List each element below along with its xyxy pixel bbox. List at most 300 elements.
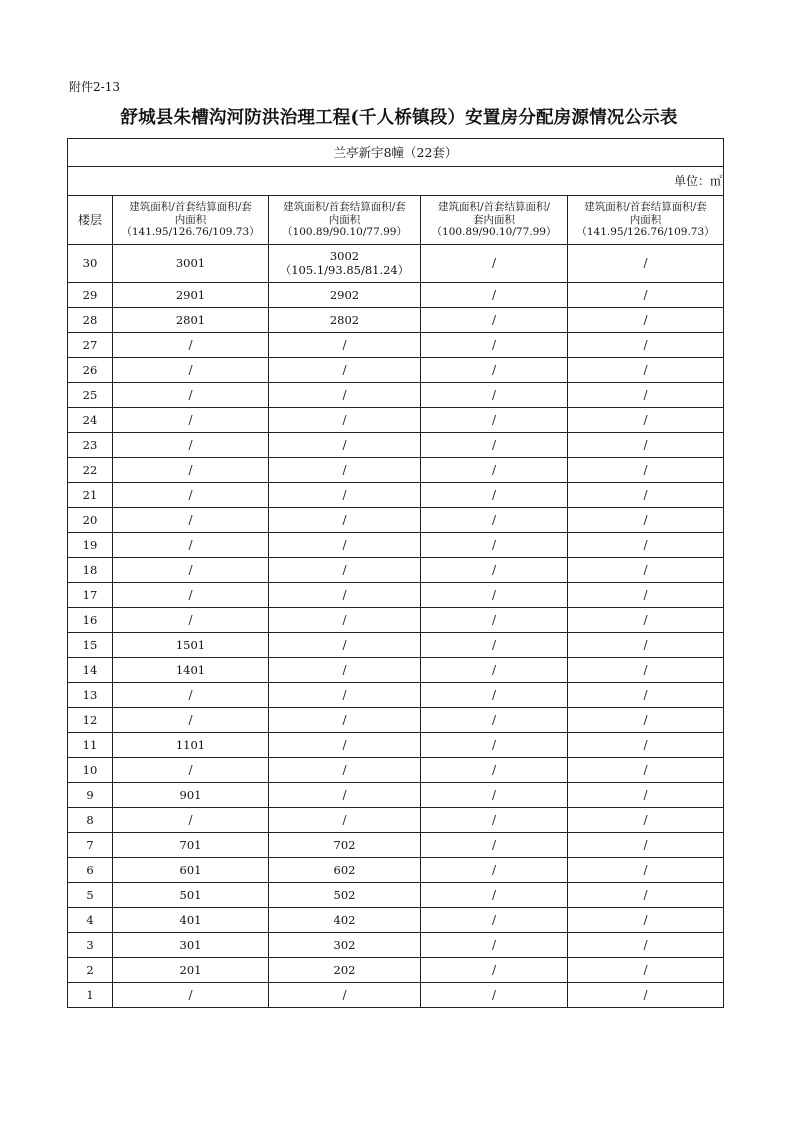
floor-number: 27 <box>82 337 98 352</box>
floor-cell <box>68 458 113 483</box>
room-number: / <box>491 462 497 477</box>
room-number: / <box>342 487 347 502</box>
room-number: / <box>643 312 648 327</box>
room-number: / <box>643 562 648 577</box>
room-number: / <box>491 537 497 552</box>
room-number: 402 <box>333 912 356 927</box>
room-number: / <box>188 437 193 452</box>
room-number: / <box>342 562 347 577</box>
unit-cell-c1 <box>113 633 269 658</box>
unit-cell-c2 <box>269 383 421 408</box>
room-number: / <box>491 255 497 270</box>
floor-number: 12 <box>82 712 98 727</box>
room-number: / <box>342 762 347 777</box>
unit-cell-c4 <box>568 458 724 483</box>
unit-cell-c2 <box>269 408 421 433</box>
unit-cell-c3 <box>421 883 568 908</box>
table-row <box>68 508 724 533</box>
room-number: / <box>491 887 497 902</box>
floor-cell <box>68 508 113 533</box>
room-number: 202 <box>333 962 356 977</box>
unit-cell-c2 <box>269 883 421 908</box>
room-number: 701 <box>179 837 202 852</box>
floor-cell <box>68 658 113 683</box>
room-number: / <box>643 712 648 727</box>
room-area-note: （105.1/93.85/81.24） <box>279 262 410 277</box>
unit-cell-c2 <box>269 608 421 633</box>
table-row <box>68 558 724 583</box>
room-number: / <box>188 587 193 602</box>
room-number: / <box>491 512 497 527</box>
unit-cell-c3 <box>421 758 568 783</box>
floor-number: 4 <box>86 912 94 927</box>
room-number: / <box>342 412 347 427</box>
unit-cell-c1 <box>113 608 269 633</box>
room-number: / <box>342 737 347 752</box>
room-number: / <box>188 812 193 827</box>
floor-number: 23 <box>82 437 98 452</box>
unit-cell-c4 <box>568 783 724 808</box>
room-number: / <box>643 487 648 502</box>
unit-cell-c4 <box>568 633 724 658</box>
floor-cell <box>68 358 113 383</box>
floor-cell <box>68 733 113 758</box>
room-number: 401 <box>179 912 202 927</box>
unit-cell-c2 <box>269 683 421 708</box>
floor-number: 9 <box>86 787 94 802</box>
table-row <box>68 933 724 958</box>
table-row <box>68 833 724 858</box>
floor-cell <box>68 983 113 1008</box>
room-number: / <box>491 662 497 677</box>
floor-number: 18 <box>82 562 98 577</box>
unit-cell-c3 <box>421 383 568 408</box>
room-number: / <box>643 255 648 270</box>
unit-cell-c2 <box>269 433 421 458</box>
room-number: / <box>491 987 497 1002</box>
table-row <box>68 958 724 983</box>
unit-cell-c4 <box>568 583 724 608</box>
unit-cell-c1 <box>113 458 269 483</box>
unit-cell-c3 <box>421 608 568 633</box>
unit-cell-c4 <box>568 908 724 933</box>
room-number: / <box>342 362 347 377</box>
unit-cell-c2 <box>269 833 421 858</box>
room-number: / <box>643 512 648 527</box>
room-number: 3002 <box>329 249 360 263</box>
room-number: / <box>491 612 497 627</box>
room-number: 702 <box>333 837 356 852</box>
column-header-3-line3: （100.89/90.10/77.99） <box>431 226 557 239</box>
unit-cell-c2 <box>269 333 421 358</box>
table-row <box>68 458 724 483</box>
floor-cell <box>68 333 113 358</box>
room-number: / <box>342 537 347 552</box>
floor-cell <box>68 783 113 808</box>
table-row <box>68 983 724 1008</box>
room-number: / <box>491 387 497 402</box>
floor-cell <box>68 245 113 283</box>
floor-cell <box>68 958 113 983</box>
room-number: / <box>188 562 193 577</box>
floor-number: 29 <box>82 287 98 302</box>
unit-cell-c1 <box>113 358 269 383</box>
table-row <box>68 808 724 833</box>
room-number: / <box>643 937 648 952</box>
floor-number: 17 <box>82 587 98 602</box>
unit-cell-c4 <box>568 483 724 508</box>
unit-cell-c3 <box>421 483 568 508</box>
column-header-2-line1: 建筑面积/首套结算面积/套 <box>283 201 406 214</box>
room-number: / <box>342 712 347 727</box>
unit-cell-c4 <box>568 958 724 983</box>
unit-cell-c2 <box>269 508 421 533</box>
room-number: / <box>491 712 497 727</box>
room-number: / <box>491 687 497 702</box>
room-number: / <box>643 362 648 377</box>
unit-cell-c4 <box>568 733 724 758</box>
unit-cell-c3 <box>421 708 568 733</box>
floor-number: 28 <box>82 312 98 327</box>
room-number: / <box>643 437 648 452</box>
unit-cell-c1 <box>113 308 269 333</box>
room-number: / <box>188 387 193 402</box>
room-number: / <box>643 687 648 702</box>
unit-cell-c3 <box>421 933 568 958</box>
unit-cell-c2 <box>269 583 421 608</box>
floor-number: 21 <box>82 487 98 502</box>
room-number: / <box>491 912 497 927</box>
unit-cell-c2 <box>269 658 421 683</box>
floor-number: 10 <box>82 762 98 777</box>
room-number: 2802 <box>329 312 360 327</box>
table-row <box>68 608 724 633</box>
room-number: / <box>188 512 193 527</box>
unit-cell-c4 <box>568 383 724 408</box>
room-number: / <box>491 287 497 302</box>
column-header-1-line2: 内面积 <box>174 213 207 226</box>
room-number: / <box>643 612 648 627</box>
table-row <box>68 758 724 783</box>
floor-number: 5 <box>86 887 94 902</box>
room-number: 502 <box>333 887 356 902</box>
unit-cell-c1 <box>113 708 269 733</box>
room-number: / <box>188 687 193 702</box>
floor-cell <box>68 708 113 733</box>
building-name: 兰亭新宇8幢（22套） <box>68 139 724 167</box>
floor-cell <box>68 758 113 783</box>
room-number: / <box>188 412 193 427</box>
floor-cell <box>68 933 113 958</box>
unit-cell-c2 <box>269 708 421 733</box>
allocation-table <box>67 138 724 1008</box>
room-number: / <box>188 612 193 627</box>
unit-cell-c1 <box>113 583 269 608</box>
unit-cell-c2 <box>269 483 421 508</box>
unit-cell-c4 <box>568 408 724 433</box>
room-number: / <box>342 787 347 802</box>
room-number: / <box>342 337 347 352</box>
column-header-2 <box>269 196 421 245</box>
unit-cell-c1 <box>113 333 269 358</box>
floor-number: 1 <box>86 987 94 1002</box>
unit-cell-c1 <box>113 533 269 558</box>
column-header-2-line2: 内面积 <box>328 213 361 226</box>
table-row <box>68 633 724 658</box>
column-header-3-line1: 建筑面积/首套结算面积/ <box>437 201 551 214</box>
unit-cell-c1 <box>113 408 269 433</box>
floor-number: 26 <box>82 362 98 377</box>
floor-cell <box>68 683 113 708</box>
table-row <box>68 533 724 558</box>
room-number: / <box>643 987 648 1002</box>
room-number: / <box>342 587 347 602</box>
room-number: / <box>342 512 347 527</box>
unit-cell-c4 <box>568 833 724 858</box>
unit-cell-c1 <box>113 858 269 883</box>
room-number: / <box>643 887 648 902</box>
floor-cell <box>68 558 113 583</box>
unit-cell-c2 <box>269 245 421 283</box>
table-row <box>68 783 724 808</box>
unit-cell-c3 <box>421 533 568 558</box>
floor-cell <box>68 533 113 558</box>
room-number: / <box>491 762 497 777</box>
room-number: / <box>643 587 648 602</box>
room-number: / <box>643 387 648 402</box>
room-number: / <box>491 787 497 802</box>
column-header-3 <box>421 196 568 245</box>
room-number: / <box>643 637 648 652</box>
room-number: / <box>491 812 497 827</box>
unit-cell-c4 <box>568 283 724 308</box>
unit-cell-c4 <box>568 808 724 833</box>
unit-cell-c3 <box>421 783 568 808</box>
unit-cell-c4 <box>568 758 724 783</box>
room-number: / <box>491 637 497 652</box>
unit-cell-c3 <box>421 245 568 283</box>
room-number: 602 <box>333 862 356 877</box>
table-row <box>68 333 724 358</box>
building-row <box>68 139 724 167</box>
room-number: 1401 <box>175 662 206 677</box>
unit-cell-c4 <box>568 433 724 458</box>
room-number: 302 <box>333 937 356 952</box>
column-header-4-line2: 内面积 <box>629 213 662 226</box>
unit-cell-c1 <box>113 433 269 458</box>
floor-cell <box>68 483 113 508</box>
room-number: 3001 <box>175 255 206 270</box>
table-row <box>68 358 724 383</box>
floor-number: 8 <box>86 812 94 827</box>
unit-cell-c3 <box>421 858 568 883</box>
floor-number: 2 <box>86 962 94 977</box>
floor-number: 20 <box>82 512 98 527</box>
unit-cell-c2 <box>269 758 421 783</box>
unit-cell-c3 <box>421 558 568 583</box>
floor-number: 25 <box>82 387 98 402</box>
room-number: / <box>491 437 497 452</box>
header-row <box>68 196 724 245</box>
column-header-1-line1: 建筑面积/首套结算面积/套 <box>129 201 252 214</box>
room-number: / <box>643 762 648 777</box>
room-number: / <box>188 462 193 477</box>
unit-cell-c4 <box>568 558 724 583</box>
room-number: / <box>342 987 347 1002</box>
table-row <box>68 658 724 683</box>
unit-cell-c3 <box>421 433 568 458</box>
unit-cell-c3 <box>421 908 568 933</box>
room-number: / <box>342 462 347 477</box>
floor-number: 24 <box>82 412 98 427</box>
unit-cell-c1 <box>113 833 269 858</box>
unit-cell-c1 <box>113 783 269 808</box>
floor-number: 11 <box>82 737 98 752</box>
floor-number: 19 <box>82 537 98 552</box>
unit-cell-c3 <box>421 683 568 708</box>
room-number: / <box>342 612 347 627</box>
floor-number: 13 <box>82 687 98 702</box>
unit-cell-c1 <box>113 658 269 683</box>
unit-cell-c3 <box>421 408 568 433</box>
table-row <box>68 708 724 733</box>
floor-cell <box>68 383 113 408</box>
room-number: / <box>342 687 347 702</box>
room-number: / <box>643 537 648 552</box>
floor-number: 7 <box>86 837 94 852</box>
unit-cell-c1 <box>113 283 269 308</box>
room-number: / <box>491 837 497 852</box>
unit-cell-c2 <box>269 983 421 1008</box>
table-row <box>68 408 724 433</box>
room-number: / <box>643 912 648 927</box>
unit-cell-c3 <box>421 808 568 833</box>
unit-cell-c1 <box>113 683 269 708</box>
unit-cell-c4 <box>568 308 724 333</box>
floor-cell <box>68 858 113 883</box>
unit-cell-c1 <box>113 733 269 758</box>
room-number: / <box>643 862 648 877</box>
room-number: / <box>188 537 193 552</box>
unit-cell-c3 <box>421 583 568 608</box>
unit-cell-c1 <box>113 558 269 583</box>
room-number: / <box>491 487 497 502</box>
unit-cell-c3 <box>421 633 568 658</box>
room-number: / <box>491 362 497 377</box>
unit-cell-c2 <box>269 358 421 383</box>
room-number: / <box>491 737 497 752</box>
unit-cell-c3 <box>421 958 568 983</box>
unit-cell-c4 <box>568 608 724 633</box>
room-number: / <box>643 962 648 977</box>
room-number: 2901 <box>175 287 206 302</box>
unit-cell-c2 <box>269 908 421 933</box>
floor-number: 3 <box>86 937 94 952</box>
table-row <box>68 733 724 758</box>
unit-cell-c4 <box>568 333 724 358</box>
room-number: / <box>188 487 193 502</box>
unit-cell-c4 <box>568 708 724 733</box>
unit-cell-c4 <box>568 358 724 383</box>
column-header-4-line1: 建筑面积/首套结算面积/套 <box>584 201 707 214</box>
page-title: 舒城县朱槽沟河防洪治理工程(千人桥镇段）安置房分配房源情况公示表 <box>120 108 678 128</box>
room-number: / <box>491 587 497 602</box>
room-number: / <box>342 387 347 402</box>
room-number: / <box>188 987 193 1002</box>
room-number: / <box>643 462 648 477</box>
room-number: / <box>188 762 193 777</box>
unit-row <box>68 167 724 196</box>
unit-cell-c1 <box>113 245 269 283</box>
unit-cell-c4 <box>568 508 724 533</box>
room-number: / <box>491 862 497 877</box>
room-number: / <box>643 337 648 352</box>
unit-cell-c3 <box>421 358 568 383</box>
floor-cell <box>68 633 113 658</box>
table-row <box>68 483 724 508</box>
room-number: / <box>491 412 497 427</box>
unit-cell-c3 <box>421 833 568 858</box>
column-header-4 <box>568 196 724 245</box>
floor-cell <box>68 408 113 433</box>
room-number: / <box>643 787 648 802</box>
column-header-3-line2: 套内面积 <box>473 213 515 226</box>
room-number: / <box>643 412 648 427</box>
unit-cell-c1 <box>113 508 269 533</box>
room-number: / <box>188 362 193 377</box>
floor-cell <box>68 883 113 908</box>
room-number: / <box>643 837 648 852</box>
table-row <box>68 883 724 908</box>
room-number: / <box>188 712 193 727</box>
unit-cell-c2 <box>269 733 421 758</box>
floor-number: 16 <box>82 612 98 627</box>
column-header-1-line3: （141.95/126.76/109.73） <box>121 226 260 239</box>
unit-cell-c2 <box>269 458 421 483</box>
unit-cell-c3 <box>421 283 568 308</box>
room-number: / <box>491 562 497 577</box>
floor-cell <box>68 308 113 333</box>
unit-cell-c1 <box>113 908 269 933</box>
room-number: / <box>643 737 648 752</box>
floor-cell <box>68 433 113 458</box>
floor-number: 6 <box>86 862 94 877</box>
floor-number: 14 <box>82 662 98 677</box>
room-number: 301 <box>179 937 202 952</box>
room-number: / <box>491 337 497 352</box>
room-number: / <box>342 637 347 652</box>
floor-number: 15 <box>82 637 98 652</box>
unit-cell-c3 <box>421 308 568 333</box>
unit-cell-c2 <box>269 933 421 958</box>
unit-cell-c4 <box>568 983 724 1008</box>
unit-cell-c1 <box>113 483 269 508</box>
room-number: / <box>188 337 193 352</box>
table-row <box>68 433 724 458</box>
floor-cell <box>68 908 113 933</box>
unit-cell-c3 <box>421 658 568 683</box>
room-number: 601 <box>179 862 202 877</box>
room-number: 2902 <box>329 287 360 302</box>
room-number: 201 <box>179 962 202 977</box>
unit-cell-c1 <box>113 758 269 783</box>
room-number: / <box>342 437 347 452</box>
table-row <box>68 858 724 883</box>
table-row <box>68 683 724 708</box>
unit-cell-c3 <box>421 733 568 758</box>
room-number: / <box>491 962 497 977</box>
unit-cell-c2 <box>269 633 421 658</box>
